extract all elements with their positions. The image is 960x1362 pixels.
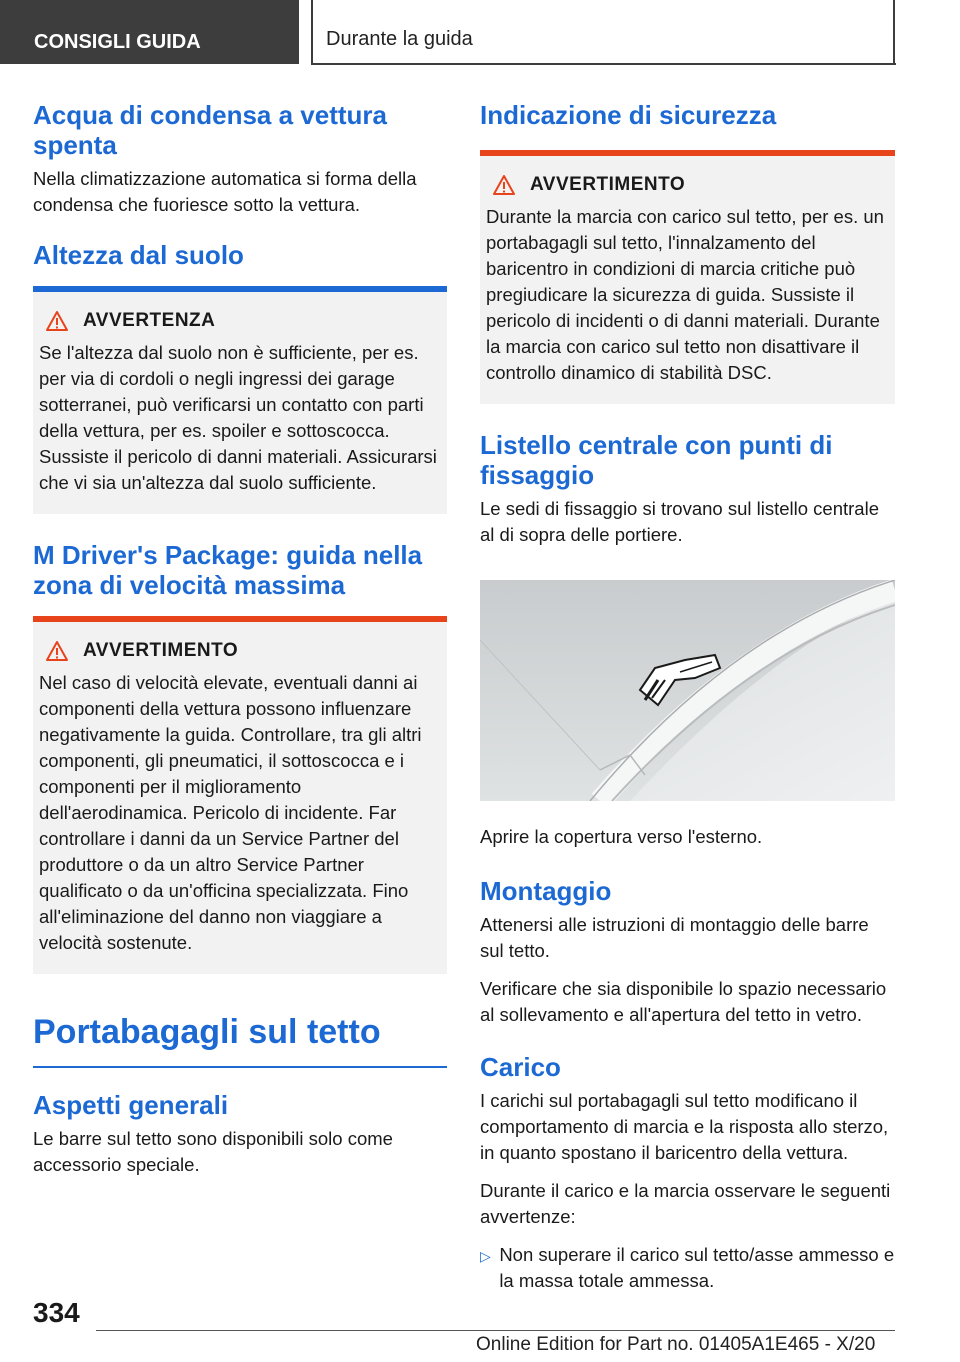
page-number: 334 [33, 1297, 80, 1328]
header-divider [311, 0, 313, 64]
page-header-title: Durante la guida [326, 28, 473, 50]
notice-text: Se l'altezza dal suolo non è sufficiente, per es. per via di cordoli o negli ingressi dei garage sotterranei, può verificarsi un contatto con parti della vettura, per es. spoiler e sottoscocca. Sussiste il pericolo di danni materiali. Assicurarsi che vi sia un'altezza dal suolo sufficiente. [39, 342, 437, 493]
heading-sicurezza: Indicazione di sicurezza [480, 100, 777, 130]
warning-triangle-icon [492, 174, 516, 196]
notice-box-avvertenza [33, 286, 447, 514]
chapter-rule [33, 1066, 447, 1068]
warning-text: Nel caso di velocità elevate, eventuali danni ai componenti della vettura possono influenzare negativamente la guida. Controllare, tra gli altri componenti, gli pneumatici, il sottoscocca e i componenti per il miglioramento dell'aerodinamica. Pericolo di incidente. Far controllare i danni da un Service Partner del produttore o da un altro Service Partner qualificato o da un'officina specializzata. Fino all'eliminazione del danno non viaggiare a velocità sostenute. [39, 672, 422, 953]
list-item [480, 1242, 895, 1294]
heading-m-drivers-package: M Driver's Package: guida nella zona di velocità massima [33, 540, 423, 600]
edition-footer: Online Edition for Part no. 01405A1E465 - X/20 [476, 1334, 876, 1355]
header-underline [311, 63, 896, 65]
triangle-bullet-icon: ▷ [480, 1248, 491, 1264]
paragraph-condensa: Nella climatizzazione automatica si forma della condensa che fuoriesce sotto la vettura. [33, 168, 417, 215]
heading-aspetti-generali: Aspetti generali [33, 1090, 229, 1120]
paragraph-montaggio-1: Attenersi alle istruzioni di montaggio delle barre sul tetto. [480, 914, 869, 961]
left-column [33, 100, 447, 1190]
warning-label: AVVERTIMENTO [83, 640, 239, 661]
warning-label: AVVERTIMENTO [530, 174, 686, 195]
notice-label: AVVERTENZA [83, 310, 216, 331]
warning-triangle-icon [45, 310, 69, 332]
warning-box-sicurezza [480, 150, 895, 404]
paragraph-carico-2: Durante il carico e la marcia osservare le seguenti avvertenze: [480, 1180, 891, 1227]
paragraph-listello: Le sedi di fissaggio si trovano sul listello centrale al di sopra delle portiere. [480, 498, 879, 545]
heading-carico: Carico [480, 1052, 561, 1082]
paragraph-aspetti-generali: Le barre sul tetto sono disponibili solo come accessorio speciale. [33, 1128, 393, 1175]
figure-caption: Aprire la copertura verso l'esterno. [480, 826, 763, 847]
heading-condensa: Acqua di condensa a vettura spenta [33, 100, 387, 160]
warning-box-velocita [33, 616, 447, 974]
header-right-border [893, 0, 895, 65]
chapter-title: Portabagagli sul tetto [33, 1013, 381, 1051]
warning-triangle-icon [45, 640, 69, 662]
footer-rule [96, 1330, 895, 1331]
list-item-text: Non superare il carico sul tetto/asse ammesso e la massa totale ammessa. [499, 1244, 895, 1291]
warning-text: Durante la marcia con carico sul tetto, per es. un portabagagli sul tetto, l'innalzamento del baricentro in condizioni di marcia critiche può pregiudicare la sicurezza di guida. Sussiste il pericolo di incidenti o di danni materiali. Durante la marcia con carico sul tetto non disattivare il controllo dinamico di stabilità DSC. [486, 206, 884, 383]
paragraph-montaggio-2: Verificare che sia disponibile lo spazio necessario al sollevamento e all'apertura del tetto in vetro. [480, 978, 887, 1025]
roof-rail-photo [480, 580, 895, 801]
section-tab: CONSIGLI GUIDA [0, 0, 299, 64]
heading-altezza: Altezza dal suolo [33, 240, 244, 270]
heading-listello: Listello centrale con punti di fissaggio [480, 430, 833, 490]
right-column [480, 100, 895, 1294]
heading-montaggio: Montaggio [480, 876, 612, 906]
paragraph-carico-1: I carichi sul portabagagli sul tetto modificano il comportamento di marcia e la risposta allo sterzo, in quanto spostano il baricentro della vettura. [480, 1090, 889, 1163]
